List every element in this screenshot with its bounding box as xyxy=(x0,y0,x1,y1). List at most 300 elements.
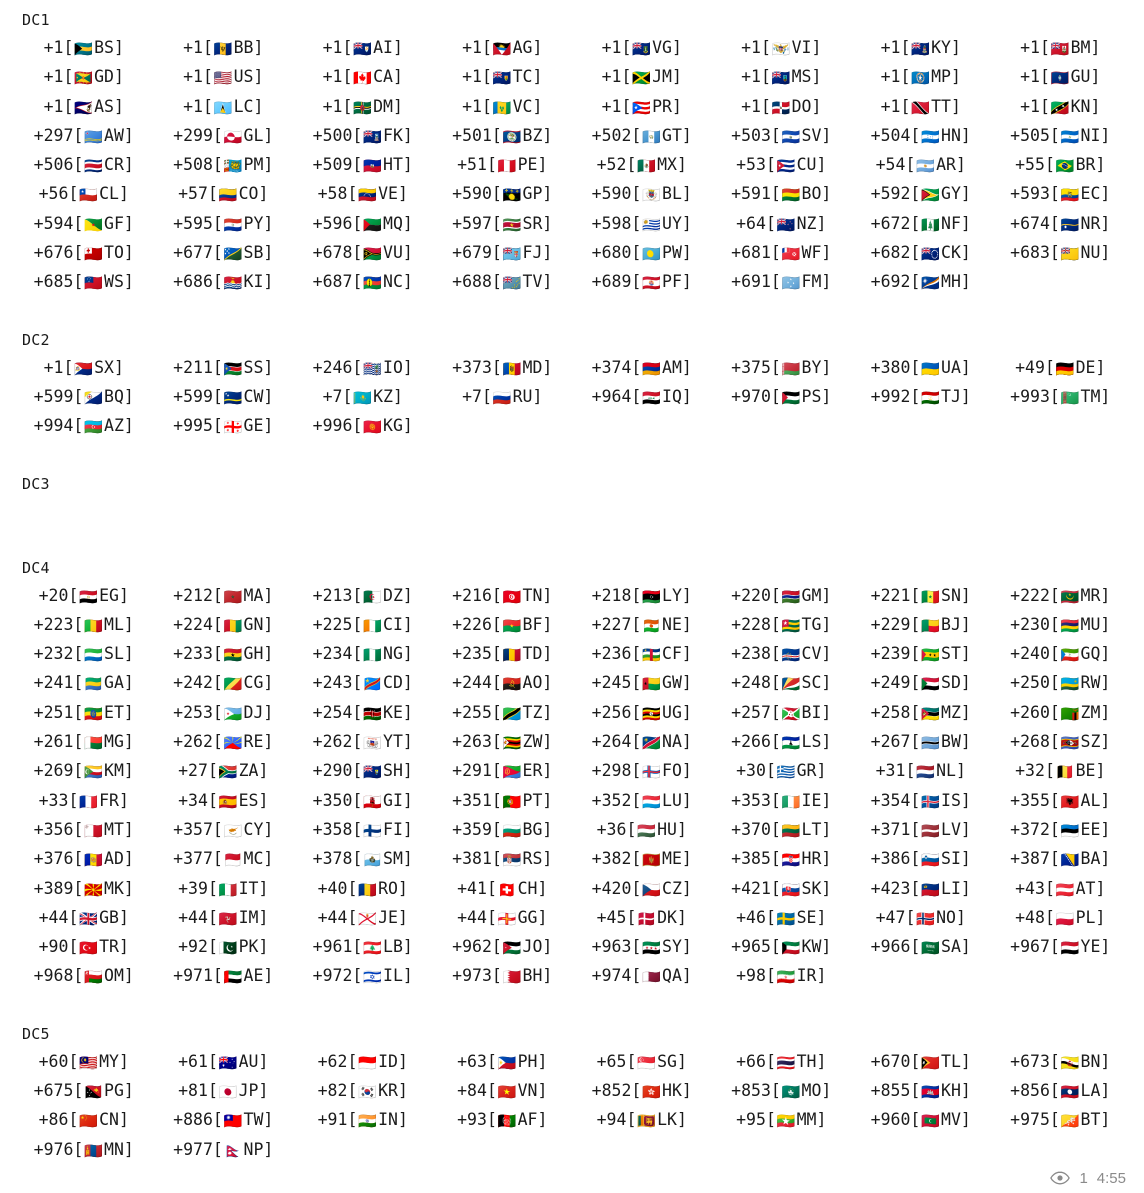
country-entry[interactable] xyxy=(851,354,991,383)
country-entry[interactable] xyxy=(991,728,1131,757)
country-entry[interactable] xyxy=(712,816,852,845)
country-entry[interactable] xyxy=(991,383,1131,412)
country-entry[interactable] xyxy=(712,757,852,786)
country-entry[interactable] xyxy=(991,93,1131,122)
country-entry[interactable] xyxy=(154,845,294,874)
country-entry[interactable] xyxy=(991,151,1131,180)
country-entry[interactable] xyxy=(991,640,1131,669)
country-entry[interactable] xyxy=(154,34,294,63)
country-entry[interactable] xyxy=(154,787,294,816)
country-entry[interactable] xyxy=(14,669,154,698)
country-entry[interactable] xyxy=(14,933,154,962)
bracket-close: ] xyxy=(537,1110,548,1130)
country-entry[interactable] xyxy=(293,210,433,239)
bracket-close: ] xyxy=(258,878,269,898)
country-entry[interactable] xyxy=(433,875,573,904)
iso-code: GE xyxy=(243,416,264,436)
country-entry[interactable] xyxy=(154,875,294,904)
dial-code: +674 xyxy=(1010,213,1050,233)
country-entry[interactable] xyxy=(293,1077,433,1106)
country-entry[interactable] xyxy=(14,699,154,728)
country-entry[interactable] xyxy=(991,34,1131,63)
country-entry[interactable] xyxy=(293,611,433,640)
country-entry[interactable] xyxy=(433,1048,573,1077)
bracket-open: [ xyxy=(1049,673,1060,693)
country-entry[interactable] xyxy=(293,640,433,669)
flag-icon: 🇹🇭 xyxy=(776,1053,796,1072)
country-entry[interactable] xyxy=(433,904,573,933)
bracket-close: ] xyxy=(118,937,129,957)
country-entry[interactable] xyxy=(851,787,991,816)
country-entry[interactable] xyxy=(851,757,991,786)
flag-icon: 🇭🇺 xyxy=(637,821,657,840)
country-entry[interactable] xyxy=(851,699,991,728)
country-entry[interactable] xyxy=(433,93,573,122)
iso-code: EE xyxy=(1080,819,1101,839)
country-entry[interactable] xyxy=(14,611,154,640)
country-entry[interactable] xyxy=(572,268,712,297)
country-entry[interactable] xyxy=(712,933,852,962)
country-entry[interactable] xyxy=(293,699,433,728)
country-entry[interactable] xyxy=(293,962,433,991)
country-entry[interactable] xyxy=(712,354,852,383)
country-entry[interactable] xyxy=(572,63,712,92)
country-entry[interactable] xyxy=(14,640,154,669)
country-entry[interactable] xyxy=(712,699,852,728)
flag-icon: 🇲🇿 xyxy=(921,704,941,723)
iso-code: HK xyxy=(662,1081,682,1101)
country-entry[interactable] xyxy=(433,699,573,728)
country-entry[interactable] xyxy=(433,845,573,874)
country-entry[interactable] xyxy=(572,699,712,728)
bracket-close: ] xyxy=(1100,732,1111,752)
country-entry[interactable] xyxy=(154,757,294,786)
country-entry[interactable] xyxy=(712,728,852,757)
country-entry[interactable] xyxy=(14,1077,154,1106)
country-entry[interactable] xyxy=(851,239,991,268)
country-entry[interactable] xyxy=(14,354,154,383)
country-entry[interactable] xyxy=(433,63,573,92)
country-entry[interactable] xyxy=(572,93,712,122)
country-entry[interactable] xyxy=(433,962,573,991)
bracket-open: [ xyxy=(626,819,637,839)
country-entry[interactable] xyxy=(293,383,433,412)
country-entry[interactable] xyxy=(14,582,154,611)
country-entry[interactable] xyxy=(14,151,154,180)
country-entry[interactable] xyxy=(14,787,154,816)
flag-icon: 🇧🇯 xyxy=(921,616,941,635)
country-entry[interactable] xyxy=(991,699,1131,728)
country-entry[interactable] xyxy=(14,34,154,63)
country-entry[interactable] xyxy=(851,582,991,611)
bracket-open: [ xyxy=(631,125,642,145)
flag-icon: 🇬🇭 xyxy=(223,646,243,665)
country-entry[interactable] xyxy=(851,875,991,904)
country-entry[interactable] xyxy=(712,63,852,92)
country-entry[interactable] xyxy=(293,412,433,441)
bracket-open: [ xyxy=(202,96,213,116)
country-entry[interactable] xyxy=(154,412,294,441)
country-entry[interactable] xyxy=(433,122,573,151)
country-entry[interactable] xyxy=(712,268,852,297)
country-entry[interactable] xyxy=(154,669,294,698)
flag-icon: 🇱🇻 xyxy=(921,821,941,840)
country-entry[interactable] xyxy=(14,412,154,441)
country-entry[interactable] xyxy=(851,640,991,669)
country-entry[interactable] xyxy=(572,34,712,63)
country-entry[interactable] xyxy=(851,122,991,151)
country-entry[interactable] xyxy=(293,268,433,297)
country-entry[interactable] xyxy=(991,845,1131,874)
country-entry[interactable] xyxy=(851,268,991,297)
country-entry[interactable] xyxy=(851,180,991,209)
country-entry[interactable] xyxy=(14,1048,154,1077)
country-entry[interactable] xyxy=(154,180,294,209)
country-entry[interactable] xyxy=(154,582,294,611)
country-entry[interactable] xyxy=(433,582,573,611)
bracket-open: [ xyxy=(347,907,358,927)
country-entry[interactable] xyxy=(991,875,1131,904)
country-entry[interactable] xyxy=(433,1106,573,1135)
bracket-close: ] xyxy=(402,357,413,377)
country-entry[interactable] xyxy=(154,728,294,757)
bracket-close: ] xyxy=(263,155,274,175)
country-entry[interactable] xyxy=(154,383,294,412)
country-entry[interactable] xyxy=(154,354,294,383)
country-entry[interactable] xyxy=(433,151,573,180)
country-entry[interactable] xyxy=(991,1048,1131,1077)
country-entry[interactable] xyxy=(712,904,852,933)
flag-icon: 🇼🇫 xyxy=(781,245,801,264)
country-entry[interactable] xyxy=(293,816,433,845)
country-entry[interactable] xyxy=(293,669,433,698)
country-entry[interactable] xyxy=(154,962,294,991)
flag-icon: 🇵🇸 xyxy=(781,388,801,407)
dc-group xyxy=(14,470,1130,554)
dial-code: +853 xyxy=(731,1081,771,1101)
country-entry[interactable] xyxy=(572,1048,712,1077)
country-entry[interactable] xyxy=(851,933,991,962)
country-entry[interactable] xyxy=(851,845,991,874)
country-entry[interactable] xyxy=(293,63,433,92)
country-entry[interactable] xyxy=(293,93,433,122)
country-entry[interactable] xyxy=(154,210,294,239)
iso-code: GL xyxy=(243,125,264,145)
country-entry[interactable] xyxy=(572,904,712,933)
country-entry[interactable] xyxy=(572,210,712,239)
country-entry[interactable] xyxy=(14,383,154,412)
country-entry[interactable] xyxy=(154,63,294,92)
country-entry[interactable] xyxy=(572,787,712,816)
country-entry[interactable] xyxy=(293,582,433,611)
dial-code: +692 xyxy=(870,272,911,292)
iso-code: TG xyxy=(801,614,822,634)
country-entry[interactable] xyxy=(991,1106,1131,1135)
country-entry[interactable] xyxy=(433,180,573,209)
bracket-open: [ xyxy=(352,673,363,693)
group-spacer xyxy=(14,1165,1130,1193)
country-entry[interactable] xyxy=(154,1136,294,1165)
country-entry[interactable] xyxy=(712,611,852,640)
country-entry[interactable] xyxy=(572,122,712,151)
country-entry[interactable] xyxy=(14,904,154,933)
country-entry[interactable] xyxy=(572,845,712,874)
country-entry[interactable] xyxy=(293,151,433,180)
country-entry[interactable] xyxy=(14,268,154,297)
country-entry[interactable] xyxy=(572,757,712,786)
country-entry[interactable] xyxy=(991,757,1131,786)
country-entry[interactable] xyxy=(991,669,1131,698)
country-entry[interactable] xyxy=(851,611,991,640)
country-entry[interactable] xyxy=(991,122,1131,151)
iso-code: ID xyxy=(378,1051,398,1071)
country-entry[interactable] xyxy=(712,669,852,698)
country-entry[interactable] xyxy=(572,816,712,845)
country-entry[interactable] xyxy=(14,1106,154,1135)
country-entry[interactable] xyxy=(712,383,852,412)
country-entry[interactable] xyxy=(14,757,154,786)
country-entry[interactable] xyxy=(293,875,433,904)
country-entry[interactable] xyxy=(154,611,294,640)
country-entry[interactable] xyxy=(572,933,712,962)
country-entry[interactable] xyxy=(712,122,852,151)
country-entry[interactable] xyxy=(433,239,573,268)
country-entry[interactable] xyxy=(14,180,154,209)
bracket-open: [ xyxy=(910,386,921,406)
country-entry[interactable] xyxy=(851,151,991,180)
bracket-open: [ xyxy=(631,184,642,204)
bracket-open: [ xyxy=(1049,1081,1060,1101)
flag-icon: 🇸🇳 xyxy=(921,587,941,606)
iso-code: GM xyxy=(801,585,822,605)
country-entry[interactable] xyxy=(293,354,433,383)
country-entry[interactable] xyxy=(293,845,433,874)
country-entry[interactable] xyxy=(293,1048,433,1077)
flag-icon: 🇱🇺 xyxy=(642,792,662,811)
bracket-close: ] xyxy=(676,155,687,175)
country-entry[interactable] xyxy=(991,816,1131,845)
bracket-close: ] xyxy=(681,213,692,233)
country-entry[interactable] xyxy=(712,34,852,63)
country-entry[interactable] xyxy=(572,1077,712,1106)
dial-code: +7 xyxy=(462,386,482,406)
country-entry[interactable] xyxy=(991,933,1131,962)
country-entry[interactable] xyxy=(572,611,712,640)
country-entry[interactable] xyxy=(851,816,991,845)
country-entry[interactable] xyxy=(712,582,852,611)
country-entry[interactable] xyxy=(293,933,433,962)
country-entry[interactable] xyxy=(572,582,712,611)
country-entry[interactable] xyxy=(293,904,433,933)
country-entry[interactable] xyxy=(991,582,1131,611)
country-entry[interactable] xyxy=(712,962,852,991)
country-entry[interactable] xyxy=(14,122,154,151)
country-entry[interactable] xyxy=(712,787,852,816)
flag-icon: 🇯🇴 xyxy=(502,939,522,958)
country-entry[interactable] xyxy=(851,210,991,239)
bracket-open: [ xyxy=(491,937,502,957)
country-entry[interactable] xyxy=(293,728,433,757)
country-entry[interactable] xyxy=(154,933,294,962)
dial-code: +53 xyxy=(736,155,766,175)
country-entry[interactable] xyxy=(851,669,991,698)
country-entry[interactable] xyxy=(154,239,294,268)
country-entry[interactable] xyxy=(712,640,852,669)
country-entry[interactable] xyxy=(293,122,433,151)
country-entry[interactable] xyxy=(572,383,712,412)
country-entry[interactable] xyxy=(991,611,1131,640)
country-entry[interactable] xyxy=(851,1048,991,1077)
flag-icon: 🇨🇱 xyxy=(79,186,99,205)
country-entry[interactable] xyxy=(851,728,991,757)
country-entry[interactable] xyxy=(433,669,573,698)
iso-code: NA xyxy=(662,732,682,752)
country-entry[interactable] xyxy=(154,640,294,669)
bracket-open: [ xyxy=(910,673,921,693)
country-entry[interactable] xyxy=(154,816,294,845)
country-entry[interactable] xyxy=(572,151,712,180)
country-entry[interactable] xyxy=(851,63,991,92)
country-entry[interactable] xyxy=(14,1136,154,1165)
country-entry[interactable] xyxy=(154,904,294,933)
iso-code: CI xyxy=(383,614,403,634)
bracket-close: ] xyxy=(402,644,413,664)
country-entry[interactable] xyxy=(433,1077,573,1106)
country-entry[interactable] xyxy=(433,787,573,816)
dial-code: +687 xyxy=(312,272,353,292)
country-entry[interactable] xyxy=(433,210,573,239)
country-entry[interactable] xyxy=(14,816,154,845)
dial-code: +509 xyxy=(312,155,353,175)
country-entry[interactable] xyxy=(712,151,852,180)
country-entry[interactable] xyxy=(851,1106,991,1135)
country-entry[interactable] xyxy=(433,34,573,63)
country-entry[interactable] xyxy=(293,180,433,209)
flag-icon: 🇧🇿 xyxy=(502,127,522,146)
country-entry[interactable] xyxy=(851,34,991,63)
bracket-open: [ xyxy=(631,213,642,233)
country-entry[interactable] xyxy=(712,1106,852,1135)
country-entry[interactable] xyxy=(154,151,294,180)
country-entry[interactable] xyxy=(14,875,154,904)
dial-code: +592 xyxy=(870,184,911,204)
country-entry[interactable] xyxy=(433,728,573,757)
country-entry[interactable] xyxy=(433,268,573,297)
country-entry[interactable] xyxy=(154,1106,294,1135)
iso-code: BW xyxy=(941,732,961,752)
iso-code: BG xyxy=(522,819,543,839)
bracket-close: ] xyxy=(537,1051,548,1071)
country-entry[interactable] xyxy=(851,904,991,933)
country-entry[interactable] xyxy=(433,354,573,383)
country-entry[interactable] xyxy=(712,239,852,268)
country-entry[interactable] xyxy=(572,239,712,268)
country-entry[interactable] xyxy=(991,180,1131,209)
country-entry[interactable] xyxy=(991,904,1131,933)
iso-code: GP xyxy=(522,184,543,204)
country-entry[interactable] xyxy=(991,787,1131,816)
country-entry[interactable] xyxy=(293,787,433,816)
country-entry[interactable] xyxy=(572,728,712,757)
country-entry[interactable] xyxy=(572,640,712,669)
dial-code: +44 xyxy=(317,907,348,927)
country-entry[interactable] xyxy=(572,669,712,698)
country-entry[interactable] xyxy=(433,611,573,640)
country-entry[interactable] xyxy=(572,1106,712,1135)
bracket-open: [ xyxy=(765,1051,776,1071)
country-entry[interactable] xyxy=(433,933,573,962)
country-entry[interactable] xyxy=(572,180,712,209)
country-entry[interactable] xyxy=(712,1077,852,1106)
country-entry[interactable] xyxy=(293,757,433,786)
country-entry[interactable] xyxy=(14,63,154,92)
bracket-open: [ xyxy=(342,67,353,87)
bracket-open: [ xyxy=(207,878,218,898)
country-entry[interactable] xyxy=(851,383,991,412)
country-entry[interactable] xyxy=(991,63,1131,92)
flag-icon: 🇸🇧 xyxy=(223,245,243,264)
iso-code: IS xyxy=(941,790,961,810)
bracket-close: ] xyxy=(263,585,274,605)
country-entry[interactable] xyxy=(14,239,154,268)
bracket-open: [ xyxy=(626,1051,637,1071)
country-entry[interactable] xyxy=(991,1077,1131,1106)
country-entry[interactable] xyxy=(712,845,852,874)
country-entry[interactable] xyxy=(154,1077,294,1106)
country-entry[interactable] xyxy=(433,757,573,786)
country-entry[interactable] xyxy=(572,354,712,383)
iso-code: GD xyxy=(94,67,114,87)
iso-code: SZ xyxy=(1080,732,1101,752)
country-entry[interactable] xyxy=(154,1048,294,1077)
country-entry[interactable] xyxy=(154,93,294,122)
country-entry[interactable] xyxy=(572,875,712,904)
country-entry[interactable] xyxy=(14,962,154,991)
country-entry[interactable] xyxy=(433,816,573,845)
country-entry[interactable] xyxy=(991,354,1131,383)
country-entry[interactable] xyxy=(14,93,154,122)
country-entry[interactable] xyxy=(154,122,294,151)
country-entry[interactable] xyxy=(712,875,852,904)
country-entry[interactable] xyxy=(712,210,852,239)
country-entry[interactable] xyxy=(14,845,154,874)
country-entry[interactable] xyxy=(154,699,294,728)
bracket-close: ] xyxy=(821,702,832,722)
flag-icon: 🇨🇾 xyxy=(223,821,243,840)
country-entry[interactable] xyxy=(991,239,1131,268)
country-entry[interactable] xyxy=(572,962,712,991)
country-entry[interactable] xyxy=(851,1077,991,1106)
country-entry[interactable] xyxy=(851,93,991,122)
country-entry[interactable] xyxy=(14,210,154,239)
country-entry[interactable] xyxy=(14,728,154,757)
country-entry[interactable] xyxy=(293,239,433,268)
bracket-close: ] xyxy=(253,67,264,87)
country-entry[interactable] xyxy=(293,1106,433,1135)
country-entry[interactable] xyxy=(433,640,573,669)
country-entry[interactable] xyxy=(991,210,1131,239)
country-entry[interactable] xyxy=(154,268,294,297)
country-entry[interactable] xyxy=(712,93,852,122)
flag-icon: 🇦🇩 xyxy=(84,851,104,870)
dial-code: +82 xyxy=(317,1081,348,1101)
country-entry[interactable] xyxy=(712,1048,852,1077)
country-entry[interactable] xyxy=(293,34,433,63)
flag-icon: 🇦🇬 xyxy=(492,40,512,58)
country-entry[interactable] xyxy=(433,383,573,412)
bracket-open: [ xyxy=(910,357,921,377)
country-entry[interactable] xyxy=(712,180,852,209)
